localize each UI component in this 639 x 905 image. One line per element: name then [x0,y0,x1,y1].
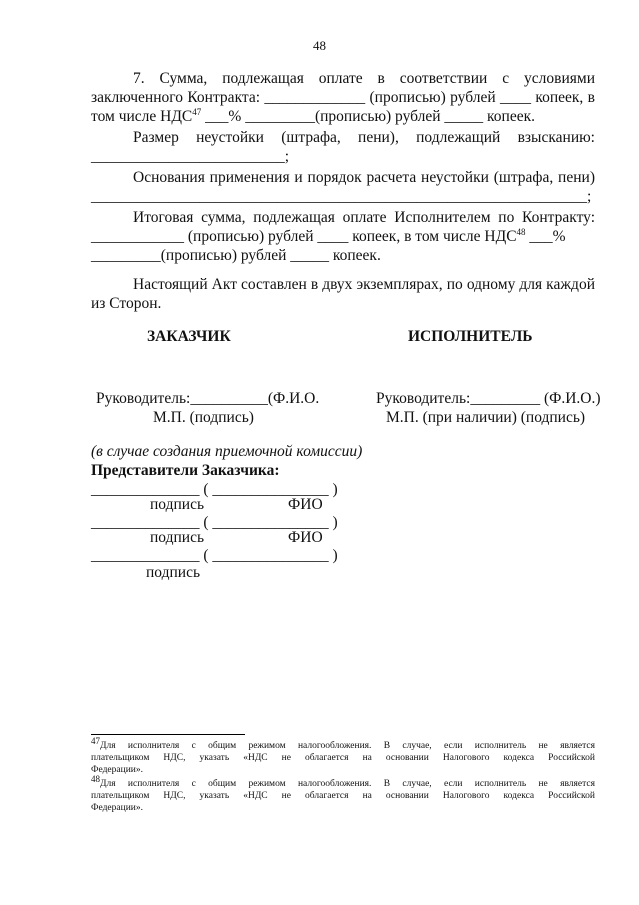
footnote-48-line1: $^{48}$Для исполнителя с общим режимом налогообложения. В случае, если исполнитель не является [91,773,595,789]
total-line1: Итоговая сумма, подлежащая оплате Исполнителем по Контракту: [133,209,595,226]
copies-line1: Настоящий Акт составлен в двух экземплярах, по одному для каждой [133,276,595,293]
vat-amount: ___% _________(прописью) рублей _____ копеек. [201,108,536,125]
name-label: ФИО [288,496,323,513]
customer-heading: ЗАКАЗЧИК [147,328,231,345]
footnote-ref-48: 48 [516,226,526,237]
vat-label: том числе НДС [91,108,193,125]
total-amount: ____________ (прописью) рублей ____ копеек, в том числе НДС [91,228,517,245]
footnote-47-line3: Федерации». [91,765,143,775]
customer-head-line: Руководитель:__________(Ф.И.О. [96,390,320,407]
grounds-line1: Основания применения и порядок расчета неустойки (штрафа, пени) [133,169,595,186]
signature-line: ______________ ( _______________ ) [91,547,338,564]
signature-line: ______________ ( _______________ ) [91,514,338,531]
footnote-47-line2: плательщиком НДС, указать «НДС не облагается на основании Налогового кодекса Российской [91,753,595,763]
footnote-separator [91,734,245,735]
signature-label: подпись [150,529,205,546]
footnote-number: 48 [91,773,100,784]
grounds-line2: ________________________________________________________________; [91,188,592,205]
total-line3: _________(прописью) рублей _____ копеек. [91,247,381,264]
total-line2 [91,227,566,246]
customer-stamp-line: М.П. (подпись) [153,409,254,426]
contractor-heading: ИСПОЛНИТЕЛЬ [408,328,533,345]
copies-line2: из Сторон. [91,295,162,312]
commission-note: (в случае создания приемочной комиссии) [91,443,363,460]
contractor-stamp-line: М.П. (при наличии) (подпись) [386,409,586,426]
total-vat-percent: ___% [525,228,566,245]
commission-heading: Представители Заказчика: [91,462,280,479]
page-number: 48 [313,38,326,53]
signature-label: подпись [146,564,201,581]
footnote-48-line2: плательщиком НДС, указать «НДС не облагается на основании Налогового кодекса Российской [91,791,595,801]
footnote-ref-47: 47 [192,106,202,117]
clause7-line3 [91,107,535,126]
signature-label: подпись [150,496,205,513]
footnote-47-line1: $^{47}$Для исполнителя с общим режимом налогообложения. В случае, если исполнитель не является [91,735,595,751]
penalty-line1: Размер неустойки (штрафа, пени), подлежащий взысканию: [133,129,595,146]
footnote-48-line3: Федерации». [91,803,143,813]
penalty-line2: _________________________; [91,148,290,165]
footnote-number: 47 [91,735,100,746]
signature-line: ______________ ( _______________ ) [91,481,338,498]
clause7-line2: заключенного Контракта: _____________ (прописью) рублей ____ копеек, в [91,89,595,106]
name-label: ФИО [288,529,323,546]
contractor-head-line: Руководитель:_________ (Ф.И.О.) [376,390,601,407]
clause7-line1: 7. Сумма, подлежащая оплате в соответствии с условиями [133,70,595,87]
